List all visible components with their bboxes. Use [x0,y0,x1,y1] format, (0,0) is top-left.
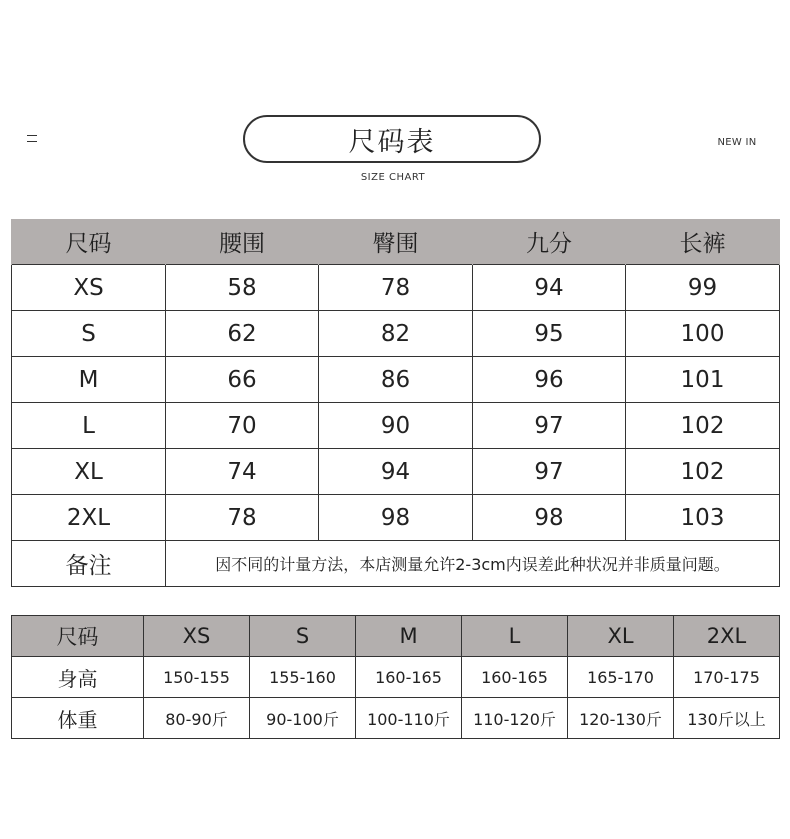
table-cell: 165-170 [568,657,674,698]
column-header: 2XL [674,616,780,657]
table-cell: 95 [473,311,626,357]
table-cell: XS [12,265,166,311]
table-row [12,698,780,739]
table-cell: M [12,357,166,403]
table-cell: 82 [319,311,473,357]
column-header: L [462,616,568,657]
column-header: XS [144,616,250,657]
column-header: 尺码 [12,616,144,657]
column-header: S [250,616,356,657]
row-label: 体重 [12,698,144,739]
table-cell: 160-165 [356,657,462,698]
table-cell: 155-160 [250,657,356,698]
table-cell: L [12,403,166,449]
table-cell: 102 [626,403,780,449]
height-weight-table [11,615,780,739]
table-row [12,657,780,698]
note-row [12,541,780,587]
row-label: 身高 [12,657,144,698]
column-header: 腰围 [166,219,319,265]
table-cell: 80-90斤 [144,698,250,739]
size-chart-table [11,219,780,587]
column-header: 尺码 [12,219,166,265]
column-header: XL [568,616,674,657]
menu-lines-icon [27,133,37,143]
table-row [12,449,780,495]
table-cell: 66 [166,357,319,403]
table-row [12,357,780,403]
table-cell: 130斤以上 [674,698,780,739]
table-cell: 90 [319,403,473,449]
table-row [12,265,780,311]
page-subtitle: SIZE CHART [360,172,426,183]
table-cell: 100-110斤 [356,698,462,739]
table-cell: 86 [319,357,473,403]
table-cell: 110-120斤 [462,698,568,739]
table-cell: 100 [626,311,780,357]
table-cell: 96 [473,357,626,403]
note-text: 因不同的计量方法，本店测量允许2-3cm内误差此种状况并非质量问题。 [166,541,780,587]
note-label: 备注 [12,541,166,587]
table-cell: 120-130斤 [568,698,674,739]
table-cell: 97 [473,449,626,495]
table-cell: 98 [473,495,626,541]
page-title [243,115,541,163]
table-cell: 94 [473,265,626,311]
table-cell: 97 [473,403,626,449]
column-header: 长裤 [626,219,780,265]
table-cell: 170-175 [674,657,780,698]
table-row [12,495,780,541]
table-cell: 102 [626,449,780,495]
table-cell: 90-100斤 [250,698,356,739]
page-title-text: 尺码表 [348,126,436,158]
table-cell: 70 [166,403,319,449]
table-cell: XL [12,449,166,495]
height-weight-header-row [12,616,780,657]
column-header: 臀围 [319,219,473,265]
table-cell: S [12,311,166,357]
table-cell: 78 [319,265,473,311]
table-cell: 2XL [12,495,166,541]
table-cell: 94 [319,449,473,495]
table-cell: 99 [626,265,780,311]
column-header: 九分 [473,219,626,265]
table-cell: 160-165 [462,657,568,698]
size-chart-header-row [12,219,780,265]
table-row [12,311,780,357]
table-cell: 58 [166,265,319,311]
table-cell: 78 [166,495,319,541]
table-cell: 101 [626,357,780,403]
new-in-label: NEW IN [717,137,757,148]
table-row [12,403,780,449]
table-cell: 98 [319,495,473,541]
table-cell: 103 [626,495,780,541]
column-header: M [356,616,462,657]
table-cell: 150-155 [144,657,250,698]
table-cell: 62 [166,311,319,357]
table-cell: 74 [166,449,319,495]
